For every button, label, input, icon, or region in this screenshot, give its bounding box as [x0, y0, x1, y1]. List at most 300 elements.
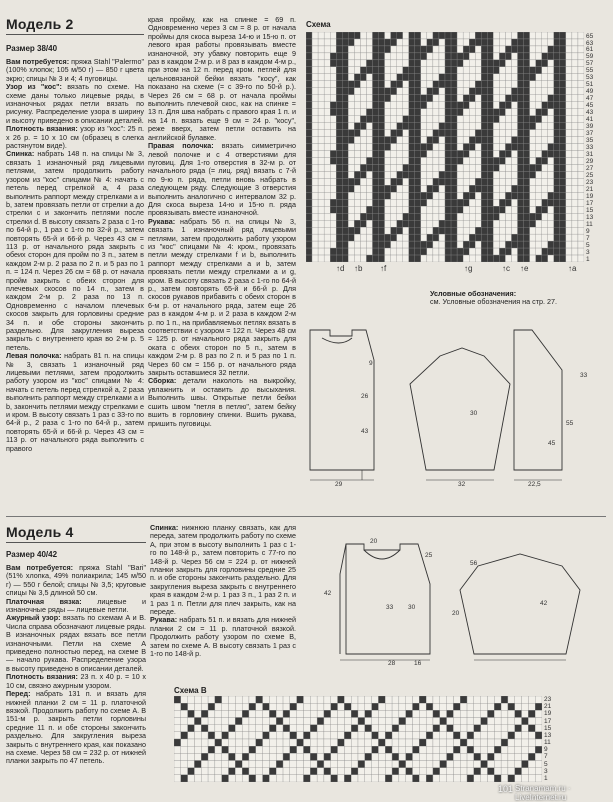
chart-cell [391, 102, 397, 109]
chart-cell [360, 227, 366, 234]
chart-cell [578, 206, 584, 213]
chart-b-cell [365, 732, 372, 739]
chart-cell [336, 213, 342, 220]
chart-cell [536, 164, 542, 171]
chart-cell [499, 67, 505, 74]
chart-cell [372, 150, 378, 157]
chart-cell [542, 192, 548, 199]
chart-b-cell [344, 710, 351, 717]
model4-col1-paragraph [6, 614, 146, 673]
chart-cell [560, 39, 566, 46]
chart-cell [536, 178, 542, 185]
chart-cell [481, 206, 487, 213]
chart-cell [445, 185, 451, 192]
chart-cell [487, 192, 493, 199]
chart-b-cell [242, 703, 249, 710]
chart-b-cell [392, 739, 399, 746]
chart-cell [511, 95, 517, 102]
chart-b-cell [474, 732, 481, 739]
chart-b-cell [208, 775, 215, 782]
chart-b-cell [467, 696, 474, 703]
chart-cell [312, 74, 318, 81]
chart-cell [427, 32, 433, 39]
chart-cell [518, 171, 524, 178]
chart-cell [481, 53, 487, 60]
chart-cell [433, 234, 439, 241]
chart-b-cell [290, 703, 297, 710]
chart-cell [578, 67, 584, 74]
chart-cell [548, 157, 554, 164]
chart-cell [530, 171, 536, 178]
chart-cell [354, 144, 360, 151]
chart-cell [499, 123, 505, 130]
chart-cell [421, 213, 427, 220]
chart-cell [560, 74, 566, 81]
chart-cell [433, 137, 439, 144]
chart-b-cell [269, 732, 276, 739]
chart-cell [306, 60, 312, 67]
chart-cell [548, 81, 554, 88]
chart-b-cell [174, 732, 181, 739]
chart-cell [324, 74, 330, 81]
chart-cell [336, 39, 342, 46]
chart-b-cell [208, 703, 215, 710]
chart-cell [511, 67, 517, 74]
model4-col1-paragraph-text: пряжа Stahl "Bari" (51% хлопка, 49% полиакрила; 145 м/50 г) — 550 г белой; спицы № 3,5; круговые спицы № 3,5 длиной 50 см. [6, 563, 146, 598]
chart-cell [560, 116, 566, 123]
chart-b-cell [174, 710, 181, 717]
chart-cell [372, 199, 378, 206]
chart-b-cell [515, 768, 522, 775]
chart-b-cell [440, 710, 447, 717]
chart-cell [421, 32, 427, 39]
chart-cell [554, 137, 560, 144]
chart-cell [487, 137, 493, 144]
chart-cell [511, 213, 517, 220]
chart-cell [403, 116, 409, 123]
chart-cell [433, 157, 439, 164]
chart-cell [366, 206, 372, 213]
chart-cell [385, 199, 391, 206]
chart-cell [354, 199, 360, 206]
chart-b-cell [460, 703, 467, 710]
chart-b-cell [290, 775, 297, 782]
chart-cell [379, 53, 385, 60]
chart-cell [379, 248, 385, 255]
chart-cell [324, 109, 330, 116]
chart-b-cell [351, 718, 358, 725]
chart-cell [385, 192, 391, 199]
chart-cell [366, 227, 372, 234]
chart-cell [439, 192, 445, 199]
chart-cell [330, 123, 336, 130]
chart-cell [554, 150, 560, 157]
chart-cell [469, 164, 475, 171]
chart-cell [530, 206, 536, 213]
chart-cell [548, 206, 554, 213]
chart-b-cell [188, 739, 195, 746]
chart-cell [372, 157, 378, 164]
chart-b-cell [487, 746, 494, 753]
chart-b-cell [242, 746, 249, 753]
chart-cell [312, 60, 318, 67]
model2-col2-paragraph [148, 377, 296, 427]
chart-b-cell [324, 753, 331, 760]
chart-cell [403, 164, 409, 171]
chart-row-number: 53 [586, 74, 594, 82]
chart-b-cell [269, 775, 276, 782]
model4-dimension: 16 [414, 660, 422, 667]
chart-cell [530, 88, 536, 95]
chart-cell [511, 234, 517, 241]
chart-cell [336, 123, 342, 130]
chart-cell [505, 32, 511, 39]
chart-cell [524, 164, 530, 171]
chart-b-cell [303, 718, 310, 725]
chart-cell [451, 213, 457, 220]
chart-b-cell [194, 775, 201, 782]
chart-cell [475, 241, 481, 248]
chart-cell [354, 74, 360, 81]
chart-cell [463, 53, 469, 60]
chart-cell [542, 164, 548, 171]
chart-b-cell [481, 753, 488, 760]
chart-cell [505, 46, 511, 53]
chart-cell [372, 164, 378, 171]
chart-cell [578, 46, 584, 53]
chart-cell [445, 95, 451, 102]
chart-cell [385, 130, 391, 137]
chart-cell [451, 241, 457, 248]
chart-b-cell [276, 703, 283, 710]
chart-cell [475, 39, 481, 46]
chart-cell [572, 213, 578, 220]
chart-cell [354, 123, 360, 130]
chart-b-cell [181, 775, 188, 782]
chart-cell [542, 255, 548, 262]
chart-b-cell [508, 718, 515, 725]
chart-cell [421, 60, 427, 67]
chart-b-cell [433, 761, 440, 768]
chart-b-cell [487, 739, 494, 746]
chart-cell [348, 199, 354, 206]
chart-cell [518, 150, 524, 157]
chart-b-cell [229, 746, 236, 753]
chart-cell [366, 32, 372, 39]
chart-b-cell [256, 725, 263, 732]
chart-cell [499, 60, 505, 67]
chart-b-cell [249, 746, 256, 753]
schema-title: Схема [306, 20, 331, 29]
chart-cell [524, 220, 530, 227]
chart-cell [342, 67, 348, 74]
chart-cell [493, 157, 499, 164]
chart-cell [578, 32, 584, 39]
chart-b-cell [331, 753, 338, 760]
chart-cell [397, 81, 403, 88]
chart-cell [318, 185, 324, 192]
chart-b-cell [303, 753, 310, 760]
chart-cell [481, 185, 487, 192]
chart-cell [318, 109, 324, 116]
chart-cell [354, 157, 360, 164]
chart-cell [439, 199, 445, 206]
chart-b-cell [494, 718, 501, 725]
chart-b-cell [344, 746, 351, 753]
chart-b-cell [276, 753, 283, 760]
chart-b-cell [256, 753, 263, 760]
model2-col1-paragraph-label: Плотность вязания: [6, 124, 78, 134]
chart-b-cell [297, 775, 304, 782]
chart-cell [511, 74, 517, 81]
chart-b-cell [297, 732, 304, 739]
model2-col1-paragraph [6, 83, 144, 125]
chart-b-cell [406, 746, 413, 753]
chart-cell [409, 248, 415, 255]
chart-cell [348, 206, 354, 213]
chart-b-cell [338, 746, 345, 753]
chart-b-cell [269, 725, 276, 732]
chart-b-cell [215, 753, 222, 760]
chart-b-cell [372, 696, 379, 703]
chart-cell [324, 157, 330, 164]
chart-cell [324, 206, 330, 213]
chart-b-cell [392, 753, 399, 760]
chart-cell [457, 74, 463, 81]
chart-cell [481, 150, 487, 157]
chart-cell [554, 220, 560, 227]
chart-cell [481, 95, 487, 102]
chart-cell [524, 81, 530, 88]
chart-cell [312, 109, 318, 116]
chart-cell [439, 248, 445, 255]
chart-b-cell [324, 775, 331, 782]
chart-b-cell [344, 725, 351, 732]
chart-cell [330, 248, 336, 255]
chart-cell [530, 67, 536, 74]
chart-cell [493, 150, 499, 157]
chart-cell [397, 206, 403, 213]
dim-bottom-3: 22,5 [528, 481, 541, 488]
chart-cell [421, 178, 427, 185]
chart-b-cell [229, 725, 236, 732]
chart-cell [536, 137, 542, 144]
chart-cell [560, 185, 566, 192]
chart-cell [542, 130, 548, 137]
chart-b-cell [215, 768, 222, 775]
chart-cell [445, 192, 451, 199]
chart-cell [397, 95, 403, 102]
chart-cell [421, 130, 427, 137]
chart-cell [451, 95, 457, 102]
dim-back-2: 26 [361, 393, 369, 400]
model2-col2-paragraph [148, 142, 296, 218]
chart-cell [572, 206, 578, 213]
chart-b-cell [447, 718, 454, 725]
chart-row-number: 65 [586, 32, 594, 40]
chart-cell [372, 185, 378, 192]
chart-cell [433, 130, 439, 137]
chart-cell [451, 206, 457, 213]
chart-cell [360, 234, 366, 241]
chart-cell [536, 123, 542, 130]
chart-cell [578, 102, 584, 109]
chart-b-cell [283, 732, 290, 739]
chart-b-cell [474, 775, 481, 782]
chart-b-cell [515, 732, 522, 739]
chart-b-cell [181, 739, 188, 746]
chart-cell [566, 39, 572, 46]
chart-cell [445, 171, 451, 178]
chart-b-cell [440, 739, 447, 746]
chart-b-cell [515, 696, 522, 703]
chart-cell [505, 185, 511, 192]
chart-cell [336, 144, 342, 151]
chart-cell [366, 39, 372, 46]
chart-cell [505, 123, 511, 130]
model4-col1-paragraph [6, 564, 146, 598]
chart-cell [548, 150, 554, 157]
chart-b-cell [263, 753, 270, 760]
chart-b-cell [215, 739, 222, 746]
chart-cell [493, 123, 499, 130]
chart-cell [330, 32, 336, 39]
dim-bottom-1: 29 [335, 481, 343, 488]
chart-cell [312, 67, 318, 74]
chart-cell [536, 157, 542, 164]
chart-cell [385, 123, 391, 130]
chart-cell [427, 150, 433, 157]
chart-cell [560, 164, 566, 171]
chart-cell [312, 234, 318, 241]
chart-cell [469, 81, 475, 88]
chart-cell [457, 227, 463, 234]
chart-cell [457, 178, 463, 185]
chart-cell [433, 199, 439, 206]
chart-cell [421, 150, 427, 157]
chart-b-cell [324, 768, 331, 775]
chart-cell [379, 74, 385, 81]
chart-b-cell [283, 718, 290, 725]
chart-cell [336, 234, 342, 241]
chart-b-cell [351, 696, 358, 703]
chart-cell [385, 144, 391, 151]
chart-cell [499, 116, 505, 123]
chart-cell [530, 178, 536, 185]
chart-cell [421, 206, 427, 213]
chart-b-cell [433, 739, 440, 746]
chart-b-cell [501, 768, 508, 775]
chart-b-cell [297, 768, 304, 775]
chart-b-cell [188, 732, 195, 739]
model4-dimension: 25 [425, 552, 433, 559]
chart-b-cell [501, 703, 508, 710]
chart-cell [578, 157, 584, 164]
chart-b-cell [303, 775, 310, 782]
chart-b-cell [317, 746, 324, 753]
chart-cell [475, 102, 481, 109]
chart-cell [487, 144, 493, 151]
chart-cell [518, 130, 524, 137]
chart-cell [445, 74, 451, 81]
chart-b-cell [494, 753, 501, 760]
chart-b-cell [174, 775, 181, 782]
chart-b-cell [229, 753, 236, 760]
chart-cell [385, 241, 391, 248]
chart-b-cell [487, 732, 494, 739]
chart-b-cell [440, 775, 447, 782]
chart-cell [427, 137, 433, 144]
chart-cell [324, 102, 330, 109]
chart-cell [554, 234, 560, 241]
chart-cell [530, 32, 536, 39]
chart-b-cell [426, 746, 433, 753]
chart-b-cell [487, 768, 494, 775]
chart-b-cell [453, 696, 460, 703]
chart-b-cell [174, 739, 181, 746]
chart-cell [439, 123, 445, 130]
chart-cell [505, 248, 511, 255]
chart-b-cell [392, 768, 399, 775]
chart-cell [348, 53, 354, 60]
chart-cell [330, 39, 336, 46]
chart-cell [481, 74, 487, 81]
chart-b-cell [290, 696, 297, 703]
chart-cell [578, 248, 584, 255]
chart-cell [493, 74, 499, 81]
chart-cell [385, 32, 391, 39]
chart-b-cell [433, 753, 440, 760]
chart-b-cell [181, 746, 188, 753]
chart-cell [366, 123, 372, 130]
chart-b-cell [338, 725, 345, 732]
chart-cell [342, 199, 348, 206]
chart-b-cell [385, 775, 392, 782]
chart-cell [354, 185, 360, 192]
chart-cell [487, 157, 493, 164]
chart-cell [391, 60, 397, 67]
chart-cell [372, 144, 378, 151]
chart-b-cell [399, 775, 406, 782]
chart-row-number: 61 [586, 46, 594, 54]
chart-cell [493, 53, 499, 60]
chart-cell [511, 130, 517, 137]
chart-b-cell [303, 768, 310, 775]
chart-b-cell [426, 703, 433, 710]
chart-b-cell [453, 725, 460, 732]
chart-cell [445, 39, 451, 46]
chart-b-cell [467, 725, 474, 732]
model4-dimension: 33 [386, 604, 394, 611]
chart-cell [433, 39, 439, 46]
chart-cell [403, 60, 409, 67]
chart-cell [445, 178, 451, 185]
chart-cell [348, 255, 354, 262]
chart-cell [493, 102, 499, 109]
chart-cell [560, 144, 566, 151]
chart-cell [566, 255, 572, 262]
chart-b-cell [290, 718, 297, 725]
model2-col2-paragraph-text: края пройму, как на спинке = 69 п. Одновременно через 3 см = 8 р. от начала проймы для скоса выреза 14-ю и 15-ю п. от левого края работы провязывать вместе изнаночной, эту убавку повторить еще 9 раз в каждом 2-м р. и 8 раз в каждом 4-м р., при этом на 12 п. перед кром. петлей для цельновязаной бейки вязать "косу", как показано на схеме (= с 39-го по 50-й р.). Через 26 см = 68 р. от начала проймы выполнить плечевой скос, как на спинке = 13 п. Для шва набрать с правого края 1 п. и на 14 п. вязать еще 9 см = 24 р. "косу", реже вверх, затем петли оставить на английской булавке. [148, 15, 296, 142]
chart-cell [530, 60, 536, 67]
chart-cell [409, 171, 415, 178]
chart-cell [463, 199, 469, 206]
chart-cell [403, 123, 409, 130]
chart-cell [566, 109, 572, 116]
chart-cell [560, 199, 566, 206]
chart-cell [330, 227, 336, 234]
chart-cell [439, 164, 445, 171]
